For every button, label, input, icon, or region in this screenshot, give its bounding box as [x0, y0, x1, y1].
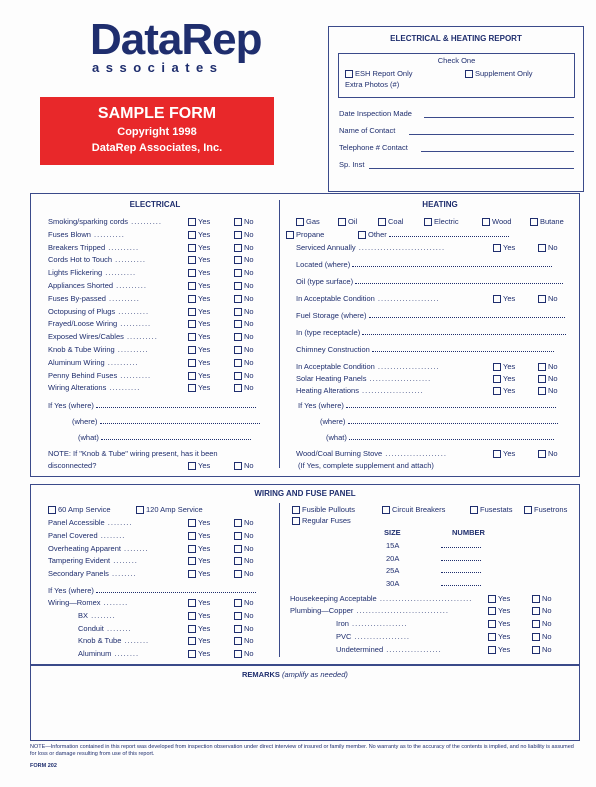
wiring-row-4-label: Aluminum: [78, 649, 112, 659]
checkbox-icon[interactable]: [482, 218, 490, 226]
checkbox-icon[interactable]: [188, 269, 196, 277]
wiring-row-0-label: Wiring—Romex: [48, 598, 101, 607]
electrical-row-4-no[interactable]: No: [234, 268, 254, 278]
checkbox-icon[interactable]: [188, 557, 196, 565]
electrical-row-3: Cords Hot to Touch ..........: [48, 255, 146, 265]
electrical-row-7-label: Octopusing of Plugs: [48, 306, 116, 316]
special-instructions-field[interactable]: Sp. Inst: [339, 160, 365, 169]
disconnected-no[interactable]: No: [234, 461, 254, 471]
number-header: NUMBER: [452, 528, 485, 537]
heat-if-yes-field[interactable]: If Yes (where): [298, 401, 556, 411]
checkbox-icon[interactable]: [188, 244, 196, 252]
checkbox-icon[interactable]: [345, 70, 353, 78]
checkbox-icon[interactable]: [188, 625, 196, 633]
checkbox-icon[interactable]: [234, 256, 242, 264]
electrical-row-12-yes[interactable]: Yes: [188, 371, 210, 381]
electrical-row-2-label: Breakers Tripped: [48, 242, 106, 252]
date-inspection-field[interactable]: Date Inspection Made: [339, 109, 412, 118]
housekeeping-row-label: Housekeeping Acceptable: [290, 594, 377, 603]
checkbox-icon[interactable]: [234, 519, 242, 527]
company-line: DataRep Associates, Inc.: [91, 142, 223, 154]
heating-serviced-yes[interactable]: Yes: [493, 243, 515, 253]
fuse-opt-breakers[interactable]: Circuit Breakers: [382, 505, 445, 515]
fuse-opt-regular[interactable]: Regular Fuses: [292, 516, 351, 526]
checkbox-icon[interactable]: [286, 231, 294, 239]
copyright-line: Copyright 1998: [117, 126, 197, 138]
checkbox-icon[interactable]: [358, 231, 366, 239]
electrical-row-2-yes[interactable]: Yes: [188, 243, 210, 253]
sample-form-banner: [40, 97, 274, 165]
electrical-row-5: Appliances Shorted ..........: [48, 281, 147, 290]
heating-oil-field[interactable]: Oil (type surface): [296, 277, 563, 287]
panel-row-3-no[interactable]: No: [234, 556, 254, 566]
panel-row-0-no[interactable]: No: [234, 518, 254, 528]
check-one-label: Check One: [437, 56, 476, 65]
panel-row-1: Panel Covered ........: [48, 530, 126, 540]
checkbox-icon[interactable]: [234, 295, 242, 303]
panel-row-1-no[interactable]: No: [234, 531, 254, 541]
electrical-row-9-no[interactable]: No: [234, 332, 254, 342]
elec-what-field[interactable]: (what): [78, 433, 251, 443]
pipe-row-0-no[interactable]: No: [532, 619, 552, 629]
electrical-row-6-label: Fuses By-passed: [48, 293, 106, 303]
heating-alterations: Heating Alterations ....................: [296, 386, 424, 395]
checkbox-icon[interactable]: [532, 620, 540, 628]
electrical-row-3-no[interactable]: No: [234, 255, 254, 265]
electrical-row-3-yes[interactable]: Yes: [188, 255, 210, 265]
wiring-row-2-label: Conduit: [78, 623, 104, 633]
check-one-box: [338, 53, 575, 98]
checkbox-icon[interactable]: [188, 384, 196, 392]
pipe-row-1-label: PVC: [336, 631, 352, 641]
company-logo-sub: associates: [92, 60, 224, 75]
heating-serviced-no[interactable]: No: [538, 243, 558, 253]
electrical-row-4: Lights Flickering ..........: [48, 268, 137, 278]
heating-acc-cond: In Acceptable Condition ....................: [296, 362, 440, 371]
checkbox-icon[interactable]: [338, 218, 346, 226]
checkbox-icon[interactable]: [188, 320, 196, 328]
fuel-other[interactable]: Other: [358, 230, 509, 240]
electrical-row-6-yes[interactable]: Yes: [188, 294, 210, 304]
electrical-row-12-no[interactable]: No: [234, 371, 254, 381]
heating-acceptable-yes[interactable]: Yes: [493, 294, 515, 304]
checkbox-icon[interactable]: [538, 244, 546, 252]
plumbing-copper-row-label: Plumbing—Copper: [290, 606, 354, 615]
electrical-row-12: Penny Behind Fuses ..........: [48, 370, 152, 380]
chimney-field[interactable]: Chimney Construction: [296, 345, 554, 355]
heating-acc-cond-no[interactable]: No: [538, 362, 558, 372]
wiring-row-0-yes[interactable]: Yes: [188, 598, 210, 608]
electrical-row-1-yes[interactable]: Yes: [188, 230, 210, 240]
electrical-row-13-yes[interactable]: Yes: [188, 383, 210, 393]
panel-row-2-yes[interactable]: Yes: [188, 544, 210, 554]
checkbox-icon[interactable]: [488, 646, 496, 654]
electrical-row-8-yes[interactable]: Yes: [188, 319, 210, 329]
wiring-row-0: Wiring—Romex ........: [48, 598, 129, 607]
fuel-butane[interactable]: Butane: [530, 217, 564, 227]
size-header: SIZE: [384, 528, 401, 537]
name-contact-field[interactable]: Name of Contact: [339, 126, 396, 135]
pipe-row-2-label: Undetermined: [336, 644, 384, 654]
fuel-storage-field[interactable]: Fuel Storage (where): [296, 311, 565, 321]
housekeeping-row-no[interactable]: No: [532, 594, 552, 604]
checkbox-icon[interactable]: [532, 595, 540, 603]
elec-where-field[interactable]: (where): [72, 417, 260, 427]
panel-row-0-label: Panel Accessible: [48, 518, 105, 527]
report-title: ELECTRICAL & HEATING REPORT: [390, 34, 522, 43]
telephone-contact-field[interactable]: Telephone # Contact: [339, 143, 408, 152]
heating-solar: Solar Heating Panels ....................: [296, 374, 432, 383]
knob-tube-disconnected: disconnected?: [48, 461, 97, 470]
electrical-row-1-no[interactable]: No: [234, 230, 254, 240]
heating-title: HEATING: [422, 200, 458, 209]
checkbox-icon[interactable]: [488, 595, 496, 603]
plumbing-copper-row: Plumbing—Copper ..............................: [290, 606, 449, 615]
checkbox-icon[interactable]: [234, 384, 242, 392]
checkbox-icon[interactable]: [493, 375, 501, 383]
receptacle-field[interactable]: In (type receptacle): [296, 328, 566, 338]
heating-acceptable-label: In Acceptable Condition: [296, 294, 375, 303]
electrical-row-13: Wiring Alterations ..........: [48, 383, 141, 393]
panel-row-1-label: Panel Covered: [48, 530, 98, 540]
checkbox-icon[interactable]: [488, 607, 496, 615]
electrical-row-10-label: Knob & Tube Wiring: [48, 345, 115, 354]
heating-acceptable: In Acceptable Condition ....................: [296, 294, 440, 303]
checkbox-icon[interactable]: [234, 462, 242, 470]
checkbox-icon[interactable]: [234, 650, 242, 658]
checkbox-icon[interactable]: [234, 244, 242, 252]
checkbox-icon[interactable]: [470, 506, 478, 514]
electrical-row-8: Frayed/Loose Wiring ..........: [48, 319, 152, 329]
fuel-oil[interactable]: Oil: [338, 217, 357, 227]
checkbox-icon[interactable]: [234, 282, 242, 290]
fuse-size-row[interactable]: 15A: [386, 541, 481, 551]
checkbox-icon[interactable]: [493, 450, 501, 458]
footer-disclaimer: NOTE—Information contained in this report was developed from inspection observation under direct interview of insured or family member. No warranty as to the accuracy of the contents is implied, and no liability is assumed for loss or damage resulting from use of this report.: [30, 744, 574, 757]
wiring-row-1-label: BX: [78, 610, 89, 620]
pipe-row-2: Undetermined ..................: [336, 644, 442, 654]
panel-row-4: Secondary Panels ........: [48, 569, 137, 579]
heating-solar-label: Solar Heating Panels: [296, 374, 367, 383]
pipe-row-0: Iron ..................: [336, 619, 408, 628]
heat-what-field[interactable]: (what): [326, 433, 554, 443]
checkbox-icon[interactable]: [378, 218, 386, 226]
pipe-row-0-yes[interactable]: Yes: [488, 619, 510, 629]
checkbox-icon[interactable]: [188, 295, 196, 303]
fuel-gas[interactable]: Gas: [296, 217, 320, 227]
form-number: FORM 202: [30, 763, 57, 769]
pipe-row-1-no[interactable]: No: [532, 632, 552, 642]
plumbing-copper-row-no[interactable]: No: [532, 606, 552, 616]
heating-stove-no[interactable]: No: [538, 449, 558, 459]
checkbox-icon[interactable]: [234, 359, 242, 367]
heating-stove-label: Wood/Coal Burning Stove: [296, 449, 383, 458]
elec-if-yes-field[interactable]: If Yes (where): [48, 401, 256, 411]
electrical-row-4-yes[interactable]: Yes: [188, 268, 210, 278]
panel-row-4-no[interactable]: No: [234, 569, 254, 579]
electrical-row-2-no[interactable]: No: [234, 243, 254, 253]
fuse-opt-fusestats[interactable]: Fusestats: [470, 505, 513, 515]
electrical-row-10-no[interactable]: No: [234, 345, 254, 355]
heating-acc-cond-label: In Acceptable Condition: [296, 362, 375, 371]
electrical-row-1-label: Fuses Blown: [48, 229, 91, 239]
checkbox-icon[interactable]: [188, 256, 196, 264]
electrical-row-8-no[interactable]: No: [234, 319, 254, 329]
panel-row-0: Panel Accessible ........: [48, 518, 133, 527]
heating-acceptable-no[interactable]: No: [538, 294, 558, 304]
company-logo: DataRep: [90, 15, 262, 64]
checkbox-icon[interactable]: [292, 517, 300, 525]
panel-row-3: Tampering Evident ........: [48, 556, 138, 566]
electrical-row-10: Knob & Tube Wiring ..........: [48, 345, 149, 354]
wiring-row-1-no[interactable]: No: [234, 611, 254, 621]
heating-alterations-yes[interactable]: Yes: [493, 386, 515, 396]
heating-stove: Wood/Coal Burning Stove ....................: [296, 449, 447, 458]
wiring-row-4-no[interactable]: No: [234, 649, 254, 659]
panel-if-yes-field[interactable]: If Yes (where): [48, 586, 256, 596]
checkbox-icon[interactable]: [234, 269, 242, 277]
electrical-row-11-no[interactable]: No: [234, 358, 254, 368]
knob-tube-note: NOTE: If "Knob & Tube" wiring present, has it been: [48, 449, 218, 458]
checkbox-icon[interactable]: [234, 346, 242, 354]
remarks-label: REMARKS (amplify as needed): [242, 670, 348, 679]
wiring-row-2: Conduit ........: [78, 623, 132, 633]
pipe-row-2-no[interactable]: No: [532, 645, 552, 655]
heating-solar-yes[interactable]: Yes: [493, 374, 515, 384]
heating-acc-cond-yes[interactable]: Yes: [493, 362, 515, 372]
plumbing-copper-row-yes[interactable]: Yes: [488, 606, 510, 616]
checkbox-icon[interactable]: [488, 620, 496, 628]
checkbox-icon[interactable]: [188, 462, 196, 470]
electrical-row-0: Smoking/sparking cords ..........: [48, 217, 162, 226]
electrical-row-8-label: Frayed/Loose Wiring: [48, 319, 118, 329]
electrical-row-11-label: Aluminum Wiring: [48, 357, 105, 367]
checkbox-icon[interactable]: [188, 650, 196, 658]
checkbox-icon[interactable]: [292, 506, 300, 514]
esh-report-option[interactable]: ESH Report Only: [345, 69, 413, 78]
checkbox-icon[interactable]: [188, 282, 196, 290]
checkbox-icon[interactable]: [234, 231, 242, 239]
housekeeping-row: Housekeeping Acceptable ..............................: [290, 594, 473, 603]
checkbox-icon[interactable]: [188, 599, 196, 607]
checkbox-icon[interactable]: [188, 545, 196, 553]
electrical-row-9-label: Exposed Wires/Cables: [48, 332, 124, 342]
electrical-row-6-no[interactable]: No: [234, 294, 254, 304]
wiring-row-4-yes[interactable]: Yes: [188, 649, 210, 659]
panel-row-2: Overheating Apparent ........: [48, 543, 149, 553]
amp120-option[interactable]: 120 Amp Service: [136, 505, 203, 515]
checkbox-icon[interactable]: [424, 218, 432, 226]
heating-located-field[interactable]: Located (where): [296, 260, 552, 270]
checkbox-icon[interactable]: [48, 506, 56, 514]
pipe-row-0-label: Iron: [336, 619, 349, 628]
checkbox-icon[interactable]: [234, 625, 242, 633]
electrical-row-7-yes[interactable]: Yes: [188, 307, 210, 317]
checkbox-icon[interactable]: [538, 363, 546, 371]
wiring-row-1: BX ........: [78, 610, 116, 620]
checkbox-icon[interactable]: [493, 295, 501, 303]
checkbox-icon[interactable]: [234, 637, 242, 645]
electrical-row-9: Exposed Wires/Cables ..........: [48, 332, 158, 342]
wiring-panel-title: WIRING AND FUSE PANEL: [254, 489, 356, 498]
pipe-row-1: PVC ..................: [336, 631, 411, 641]
checkbox-icon[interactable]: [188, 308, 196, 316]
supplement-option[interactable]: Supplement Only: [465, 69, 533, 78]
checkbox-icon[interactable]: [465, 70, 473, 78]
electrical-row-12-label: Penny Behind Fuses: [48, 370, 118, 380]
electrical-row-7-no[interactable]: No: [234, 307, 254, 317]
wiring-row-0-no[interactable]: No: [234, 598, 254, 608]
checkbox-icon[interactable]: [382, 506, 390, 514]
fuel-wood[interactable]: Wood: [482, 217, 511, 227]
wiring-row-2-yes[interactable]: Yes: [188, 624, 210, 634]
checkbox-icon[interactable]: [234, 612, 242, 620]
electrical-row-13-no[interactable]: No: [234, 383, 254, 393]
checkbox-icon[interactable]: [188, 333, 196, 341]
heating-serviced-label: Serviced Annually: [296, 243, 356, 252]
checkbox-icon[interactable]: [532, 607, 540, 615]
panel-row-0-yes[interactable]: Yes: [188, 518, 210, 528]
fuel-propane[interactable]: Propane: [286, 230, 324, 240]
checkbox-icon[interactable]: [234, 218, 242, 226]
panel-row-2-no[interactable]: No: [234, 544, 254, 554]
electrical-row-3-label: Cords Hot to Touch: [48, 255, 113, 265]
checkbox-icon[interactable]: [488, 633, 496, 641]
checkbox-icon[interactable]: [538, 450, 546, 458]
checkbox-icon[interactable]: [493, 387, 501, 395]
checkbox-icon[interactable]: [188, 519, 196, 527]
electrical-title: ELECTRICAL: [129, 200, 181, 209]
checkbox-icon[interactable]: [532, 646, 540, 654]
electrical-row-5-yes[interactable]: Yes: [188, 281, 210, 291]
checkbox-icon[interactable]: [234, 532, 242, 540]
checkbox-icon[interactable]: [234, 308, 242, 316]
electrical-row-0-label: Smoking/sparking cords: [48, 217, 129, 226]
checkbox-icon[interactable]: [188, 637, 196, 645]
heating-solar-no[interactable]: No: [538, 374, 558, 384]
checkbox-icon[interactable]: [493, 244, 501, 252]
heat-where-field[interactable]: (where): [320, 417, 558, 427]
extra-photos-field[interactable]: Extra Photos (#): [345, 80, 400, 89]
electrical-row-5-label: Appliances Shorted: [48, 281, 114, 290]
fuse-size-row[interactable]: 25A: [386, 566, 481, 576]
electrical-row-1: Fuses Blown ..........: [48, 229, 125, 239]
wiring-row-3-no[interactable]: No: [234, 636, 254, 646]
checkbox-icon[interactable]: [188, 218, 196, 226]
wiring-row-3-label: Knob & Tube: [78, 636, 122, 646]
checkbox-icon[interactable]: [532, 633, 540, 641]
amp60-option[interactable]: 60 Amp Service: [48, 505, 111, 515]
heating-alterations-no[interactable]: No: [538, 386, 558, 396]
wiring-row-1-yes[interactable]: Yes: [188, 611, 210, 621]
disconnected-yes[interactable]: Yes: [188, 461, 210, 471]
checkbox-icon[interactable]: [538, 375, 546, 383]
electrical-row-7: Octopusing of Plugs ..........: [48, 306, 150, 316]
checkbox-icon[interactable]: [234, 570, 242, 578]
panel-row-4-yes[interactable]: Yes: [188, 569, 210, 579]
checkbox-icon[interactable]: [234, 372, 242, 380]
wiring-row-3: Knob & Tube ........: [78, 636, 150, 646]
wiring-row-3-yes[interactable]: Yes: [188, 636, 210, 646]
wiring-row-4: Aluminum ........: [78, 649, 140, 659]
fuse-size-row[interactable]: 20A: [386, 554, 481, 564]
heating-serviced: Serviced Annually ............................: [296, 243, 446, 252]
checkbox-icon[interactable]: [538, 387, 546, 395]
panel-row-3-yes[interactable]: Yes: [188, 556, 210, 566]
heating-alterations-label: Heating Alterations: [296, 386, 359, 395]
panel-row-4-label: Secondary Panels: [48, 569, 109, 579]
electrical-row-0-no[interactable]: No: [234, 217, 254, 227]
housekeeping-row-yes[interactable]: Yes: [488, 594, 510, 604]
electrical-row-4-label: Lights Flickering: [48, 268, 103, 278]
electrical-row-13-label: Wiring Alterations: [48, 383, 107, 393]
checkbox-icon[interactable]: [538, 295, 546, 303]
electrical-row-9-yes[interactable]: Yes: [188, 332, 210, 342]
checkbox-icon[interactable]: [234, 599, 242, 607]
electrical-row-6: Fuses By-passed ..........: [48, 293, 140, 303]
checkbox-icon[interactable]: [234, 545, 242, 553]
wiring-row-2-no[interactable]: No: [234, 624, 254, 634]
checkbox-icon[interactable]: [188, 346, 196, 354]
panel-row-3-label: Tampering Evident: [48, 556, 111, 566]
electrical-row-11-yes[interactable]: Yes: [188, 358, 210, 368]
checkbox-icon[interactable]: [296, 218, 304, 226]
panel-row-1-yes[interactable]: Yes: [188, 531, 210, 541]
pipe-row-2-yes[interactable]: Yes: [488, 645, 510, 655]
electrical-row-11: Aluminum Wiring ..........: [48, 357, 139, 367]
checkbox-icon[interactable]: [188, 231, 196, 239]
checkbox-icon[interactable]: [136, 506, 144, 514]
electrical-row-5-no[interactable]: No: [234, 281, 254, 291]
fuse-opt-fusetrons[interactable]: Fusetrons: [524, 505, 567, 515]
report-header-box: [328, 26, 584, 192]
fuel-electric[interactable]: Electric: [424, 217, 459, 227]
pipe-row-1-yes[interactable]: Yes: [488, 632, 510, 642]
electrical-row-10-yes[interactable]: Yes: [188, 345, 210, 355]
checkbox-icon[interactable]: [188, 570, 196, 578]
panel-row-2-label: Overheating Apparent: [48, 543, 121, 553]
electrical-row-2: Breakers Tripped ..........: [48, 242, 140, 252]
electrical-row-0-yes[interactable]: Yes: [188, 217, 210, 227]
checkbox-icon[interactable]: [524, 506, 532, 514]
checkbox-icon[interactable]: [234, 557, 242, 565]
checkbox-icon[interactable]: [188, 372, 196, 380]
sample-title: SAMPLE FORM: [97, 105, 217, 122]
checkbox-icon[interactable]: [188, 532, 196, 540]
fuse-opt-pullouts[interactable]: Fusible Pullouts: [292, 505, 355, 515]
checkbox-icon[interactable]: [530, 218, 538, 226]
checkbox-icon[interactable]: [188, 359, 196, 367]
checkbox-icon[interactable]: [493, 363, 501, 371]
fuel-coal[interactable]: Coal: [378, 217, 403, 227]
checkbox-icon[interactable]: [188, 612, 196, 620]
checkbox-icon[interactable]: [234, 333, 242, 341]
fuse-size-row[interactable]: 30A: [386, 579, 481, 589]
heating-stove-yes[interactable]: Yes: [493, 449, 515, 459]
checkbox-icon[interactable]: [234, 320, 242, 328]
stove-note: (If Yes, complete supplement and attach): [298, 461, 434, 470]
